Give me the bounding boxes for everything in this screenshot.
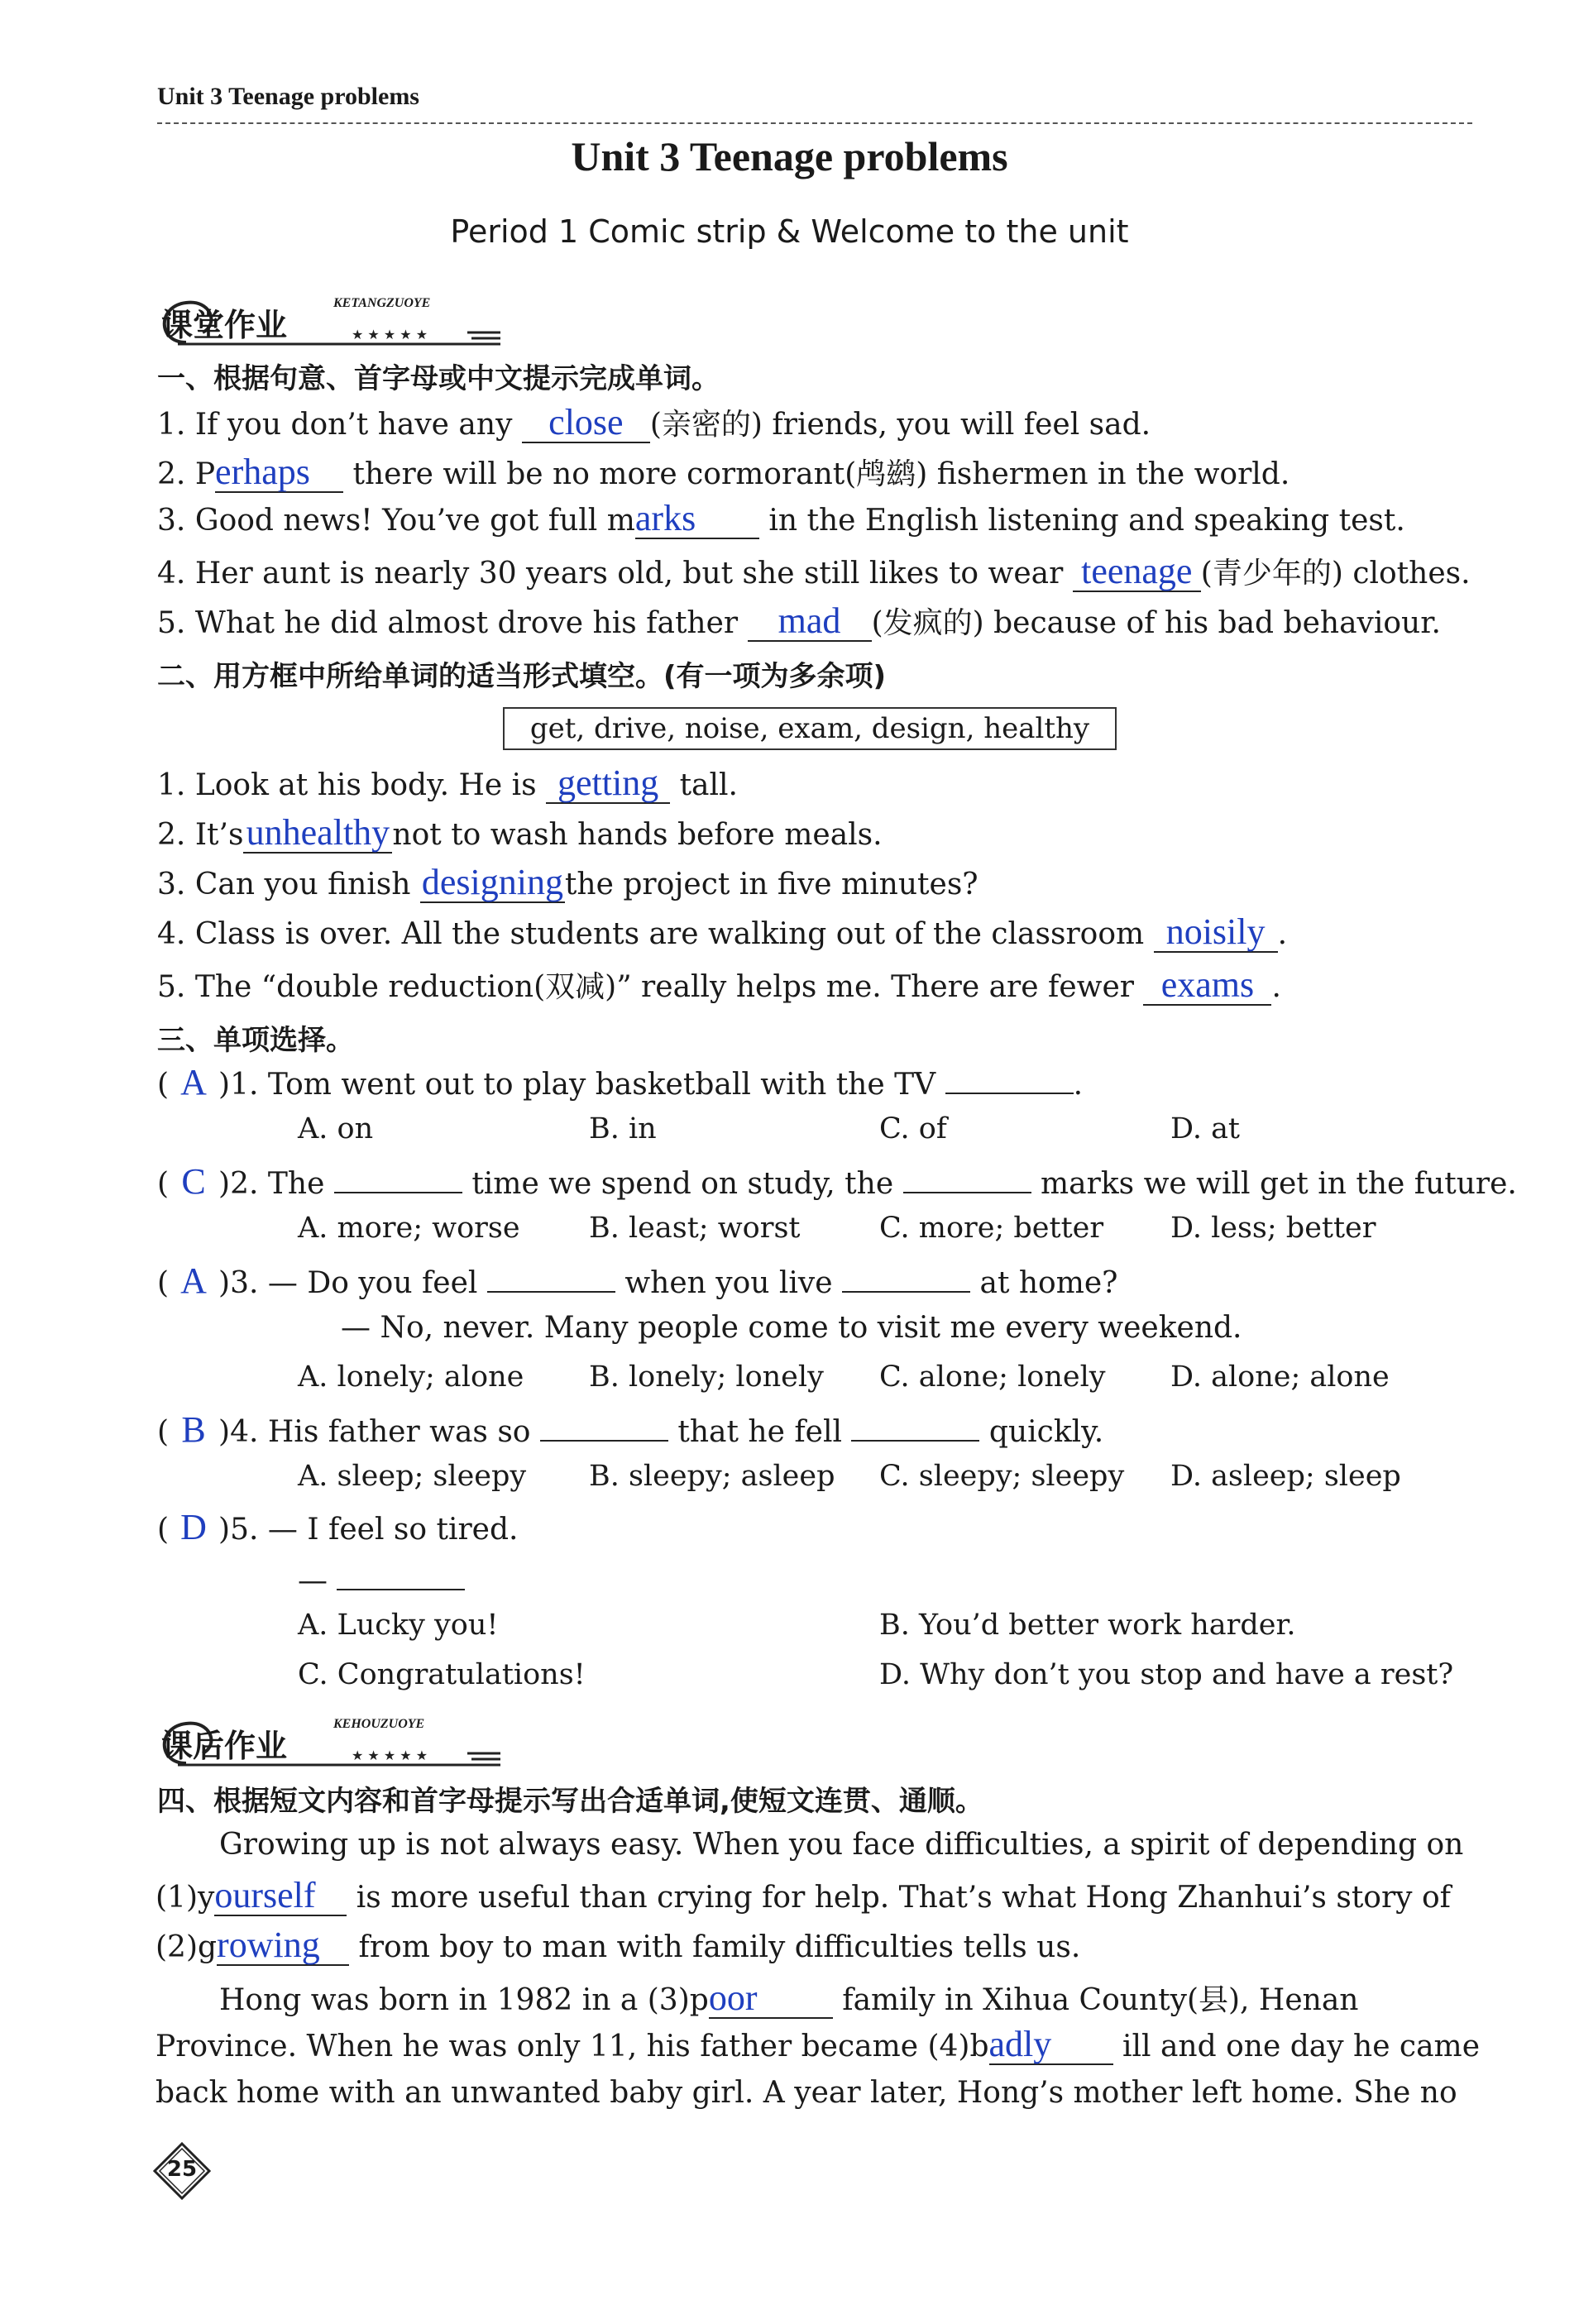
classwork-badge	[153, 291, 517, 357]
mc-question-2: ( C )2. The time we spend on study, the marks we will get in the future.	[157, 1161, 1517, 1202]
answer-blank: exams	[1143, 967, 1271, 1006]
passage-line-1: Growing up is not always easy. When you face difficulties, a spirit of depending on	[219, 1828, 1464, 1862]
option: B. sleepy; asleep	[589, 1460, 835, 1493]
passage-line-3: (2)growing from boy to man with family difficulties tells us.	[156, 1925, 1081, 1965]
badge-label: 课堂作业	[161, 307, 288, 343]
s1-item-5: 5. What he did almost drove his father mad (发疯的) because of his bad behaviour.	[157, 600, 1441, 641]
answer-blank: rowing	[217, 1927, 349, 1966]
page-number: 25	[153, 2142, 211, 2200]
option: A. on	[298, 1112, 374, 1145]
option: B. in	[589, 1112, 657, 1145]
answer-blank: teenage	[1073, 553, 1201, 592]
passage-line-4: Hong was born in 1982 in a (3)poor family in Xihua County(县), Henan	[219, 1977, 1359, 2018]
answer-blank: ourself	[214, 1877, 347, 1916]
option: B. least; worst	[589, 1212, 801, 1245]
mc-question-5-reply: —	[298, 1559, 1579, 1598]
answer-blank: noisily	[1154, 914, 1278, 953]
s2-item-1: 1. Look at his body. He is getting tall.	[157, 763, 738, 803]
blank	[337, 1559, 465, 1590]
answer-blank: close	[522, 404, 650, 443]
unit-title: Unit 3 Teenage problems	[571, 133, 1008, 179]
option: B. lonely; lonely	[589, 1360, 824, 1394]
s1-item-4: 4. Her aunt is nearly 30 years old, but she still likes to wear teenage (青少年的) clothes.	[157, 551, 1471, 591]
mc-question-4: ( B )4. His father was so that he fell quickly.	[157, 1409, 1104, 1450]
badge-pinyin: KEHOUZUOYE	[333, 1717, 425, 1731]
running-head: Unit 3 Teenage problems	[157, 83, 419, 110]
mc-question-1: ( A )1. Tom went out to play basketball with the TV .	[157, 1062, 1084, 1102]
s1-item-2: 2. Perhaps there will be no more cormorant(鸬鹚) fishermen in the world.	[157, 452, 1290, 492]
s1-item-1: 1. If you don’t have any close (亲密的) friends, you will feel sad.	[157, 402, 1151, 442]
answer-blank: arks	[635, 500, 759, 539]
mc-answer: A	[180, 1062, 207, 1102]
section2-heading: 二、用方框中所给单词的适当形式填空。(有一项为多余项)	[157, 660, 887, 693]
option: C. of	[879, 1112, 947, 1145]
option: A. more; worse	[298, 1212, 520, 1245]
blank	[334, 1162, 462, 1193]
option: C. Congratulations!	[298, 1658, 586, 1691]
section4-heading: 四、根据短文内容和首字母提示写出合适单词,使短文连贯、通顺。	[157, 1785, 983, 1818]
option: C. alone; lonely	[879, 1360, 1106, 1394]
mc-question-3-reply: — No, never. Many people come to visit me every weekend.	[341, 1311, 1242, 1345]
badge-label: 课后作业	[161, 1728, 288, 1764]
mc-answer: B	[181, 1409, 206, 1450]
mc-answer: C	[181, 1161, 206, 1202]
option: D. alone; alone	[1170, 1360, 1390, 1394]
option: B. You’d better work harder.	[879, 1609, 1296, 1642]
s2-item-4: 4. Class is over. All the students are walking out of the classroom noisily .	[157, 911, 1288, 952]
option: D. less; better	[1170, 1212, 1376, 1245]
s2-item-2: 2. It’sunhealthynot to wash hands before meals.	[157, 812, 883, 853]
mc-answer: D	[180, 1507, 207, 1547]
mc-answer: A	[180, 1260, 207, 1301]
section3-heading: 三、单项选择。	[157, 1024, 354, 1057]
header-divider	[157, 122, 1472, 124]
option: D. at	[1170, 1112, 1240, 1145]
passage-line-6: back home with an unwanted baby girl. A year later, Hong’s mother left home. She no	[156, 2076, 1457, 2110]
option: A. Lucky you!	[298, 1609, 499, 1642]
mc-question-3: ( A )3. — Do you feel when you live at home?	[157, 1260, 1118, 1301]
answer-blank: getting	[546, 765, 670, 804]
svg-text:★ ★ ★ ★ ★: ★ ★ ★ ★ ★	[352, 327, 428, 342]
s2-item-5: 5. The “double reduction(双减)” really helps me. There are fewer exams .	[157, 964, 1281, 1005]
homework-badge	[153, 1712, 517, 1778]
section1-heading: 一、根据句意、首字母或中文提示完成单词。	[157, 362, 720, 395]
blank	[842, 1261, 970, 1293]
passage-line-5: Province. When he was only 11, his father became (4)badly ill and one day he came	[156, 2024, 1481, 2064]
answer-blank: adly	[989, 2026, 1113, 2065]
blank	[945, 1063, 1074, 1094]
svg-text:★ ★ ★ ★ ★: ★ ★ ★ ★ ★	[352, 1748, 428, 1763]
answer-blank: unhealthy	[243, 815, 392, 854]
answer-blank: oor	[709, 1980, 833, 2019]
s2-item-3: 3. Can you finish designingthe project in five minutes?	[157, 862, 979, 902]
option: C. more; better	[879, 1212, 1104, 1245]
option: D. Why don’t you stop and have a rest?	[879, 1658, 1454, 1691]
answer-blank: designing	[421, 862, 563, 902]
option: A. sleep; sleepy	[298, 1460, 527, 1493]
option: C. sleepy; sleepy	[879, 1460, 1125, 1493]
answer-blank: erhaps	[215, 454, 343, 493]
option: A. lonely; alone	[298, 1360, 524, 1394]
passage-line-2: (1)yourself is more useful than crying for help. That’s what Hong Zhanhui’s story of	[156, 1875, 1451, 1915]
option: D. asleep; sleep	[1170, 1460, 1401, 1493]
word-box: get, drive, noise, exam, design, healthy	[503, 707, 1117, 750]
blank	[851, 1410, 979, 1442]
answer-blank: mad	[748, 603, 872, 642]
blank	[540, 1410, 668, 1442]
blank	[903, 1162, 1031, 1193]
period-title: Period 1 Comic strip & Welcome to the unit	[450, 213, 1129, 250]
badge-pinyin: KETANGZUOYE	[333, 296, 431, 310]
s1-item-3: 3. Good news! You’ve got full marks in the English listening and speaking test.	[157, 498, 1405, 538]
mc-question-5: ( D )5. — I feel so tired.	[157, 1507, 519, 1547]
blank	[487, 1261, 615, 1293]
